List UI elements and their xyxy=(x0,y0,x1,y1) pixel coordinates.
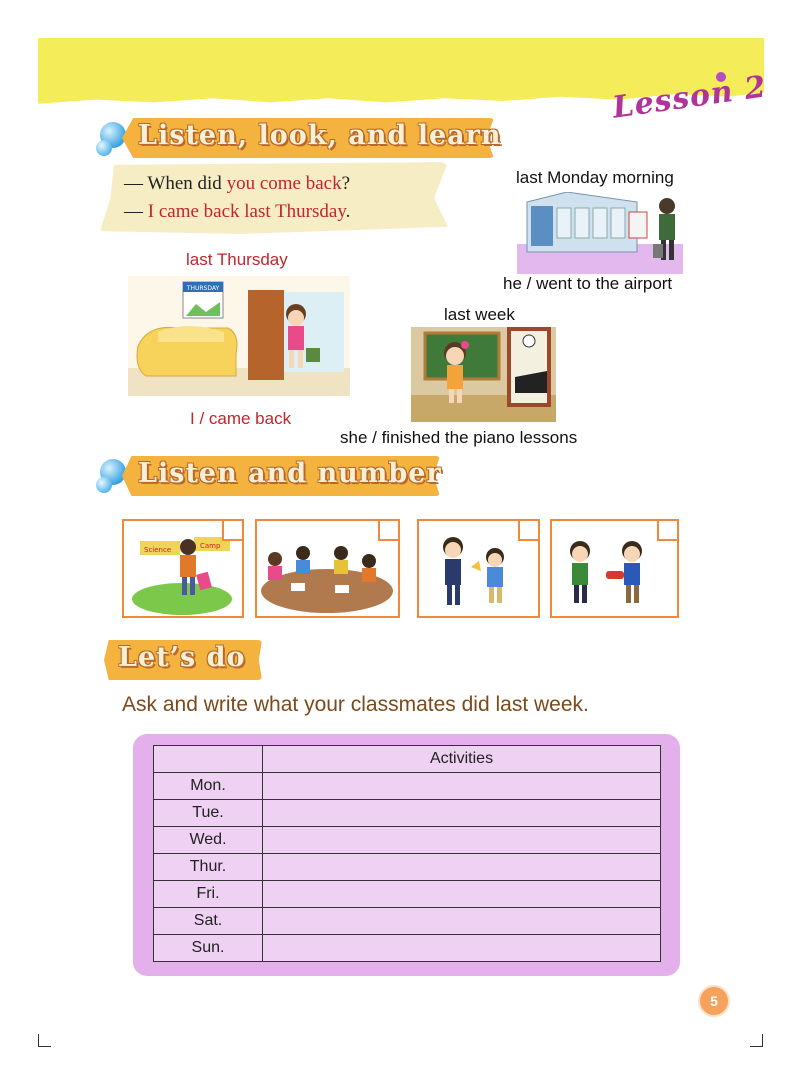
activity-cell[interactable] xyxy=(263,854,661,881)
day-cell: Thur. xyxy=(154,854,263,881)
time-label: last Monday morning xyxy=(516,168,674,187)
number-box[interactable] xyxy=(657,519,679,541)
dialogue-question: — When did you come back? xyxy=(124,173,351,194)
day-cell: Wed. xyxy=(154,827,263,854)
picture-piano xyxy=(411,327,556,422)
number-picture-4 xyxy=(550,519,679,618)
picture-came-back xyxy=(128,276,350,396)
activity-cell[interactable] xyxy=(263,773,661,800)
time-label: last week xyxy=(444,305,515,324)
caption: she / finished the piano lessons xyxy=(340,428,578,447)
picture-airport xyxy=(517,192,683,274)
table-row xyxy=(154,935,661,962)
number-box[interactable] xyxy=(378,519,400,541)
activity-cell[interactable] xyxy=(263,881,661,908)
calendar-text: THURSDAY xyxy=(186,285,220,292)
table-header-row xyxy=(154,746,661,773)
instruction-text: Ask and write what your classmates did last week. xyxy=(122,693,589,716)
dialogue-answer: — I came back last Thursday. xyxy=(124,201,351,222)
caption: I / came back xyxy=(190,409,292,428)
section-title: Listen and number xyxy=(138,458,442,489)
time-label: last Thursday xyxy=(186,250,288,269)
table-row xyxy=(154,800,661,827)
table-row xyxy=(154,773,661,800)
table-row xyxy=(154,827,661,854)
table-row xyxy=(154,908,661,935)
day-cell: Sun. xyxy=(154,935,263,962)
bubble-icon xyxy=(96,140,112,156)
day-cell: Mon. xyxy=(154,773,263,800)
day-cell: Fri. xyxy=(154,881,263,908)
section-title: Listen, look, and learn xyxy=(138,120,502,151)
activity-cell[interactable] xyxy=(263,935,661,962)
section-title: Let’s do xyxy=(118,642,246,673)
number-box[interactable] xyxy=(222,519,244,541)
number-picture-2 xyxy=(255,519,400,618)
table-row xyxy=(154,854,661,881)
table-corner-cell xyxy=(154,746,263,773)
day-cell: Tue. xyxy=(154,800,263,827)
activity-cell[interactable] xyxy=(263,827,661,854)
activity-cell[interactable] xyxy=(263,800,661,827)
activity-cell[interactable] xyxy=(263,908,661,935)
table-header: Activities xyxy=(263,746,661,773)
crop-mark xyxy=(38,1034,51,1047)
day-cell: Sat. xyxy=(154,908,263,935)
lesson-title: Lesson 2 xyxy=(610,69,769,126)
table-row xyxy=(154,881,661,908)
sign-science: Science xyxy=(144,546,172,554)
crop-mark xyxy=(750,1034,763,1047)
activities-table xyxy=(153,745,661,962)
bubble-icon xyxy=(96,477,112,493)
page-number: 5 xyxy=(698,985,730,1017)
sign-camp: Camp xyxy=(200,542,221,550)
number-picture-3 xyxy=(417,519,540,618)
caption: he / went to the airport xyxy=(503,274,673,293)
number-picture-1 xyxy=(122,519,244,618)
number-box[interactable] xyxy=(518,519,540,541)
